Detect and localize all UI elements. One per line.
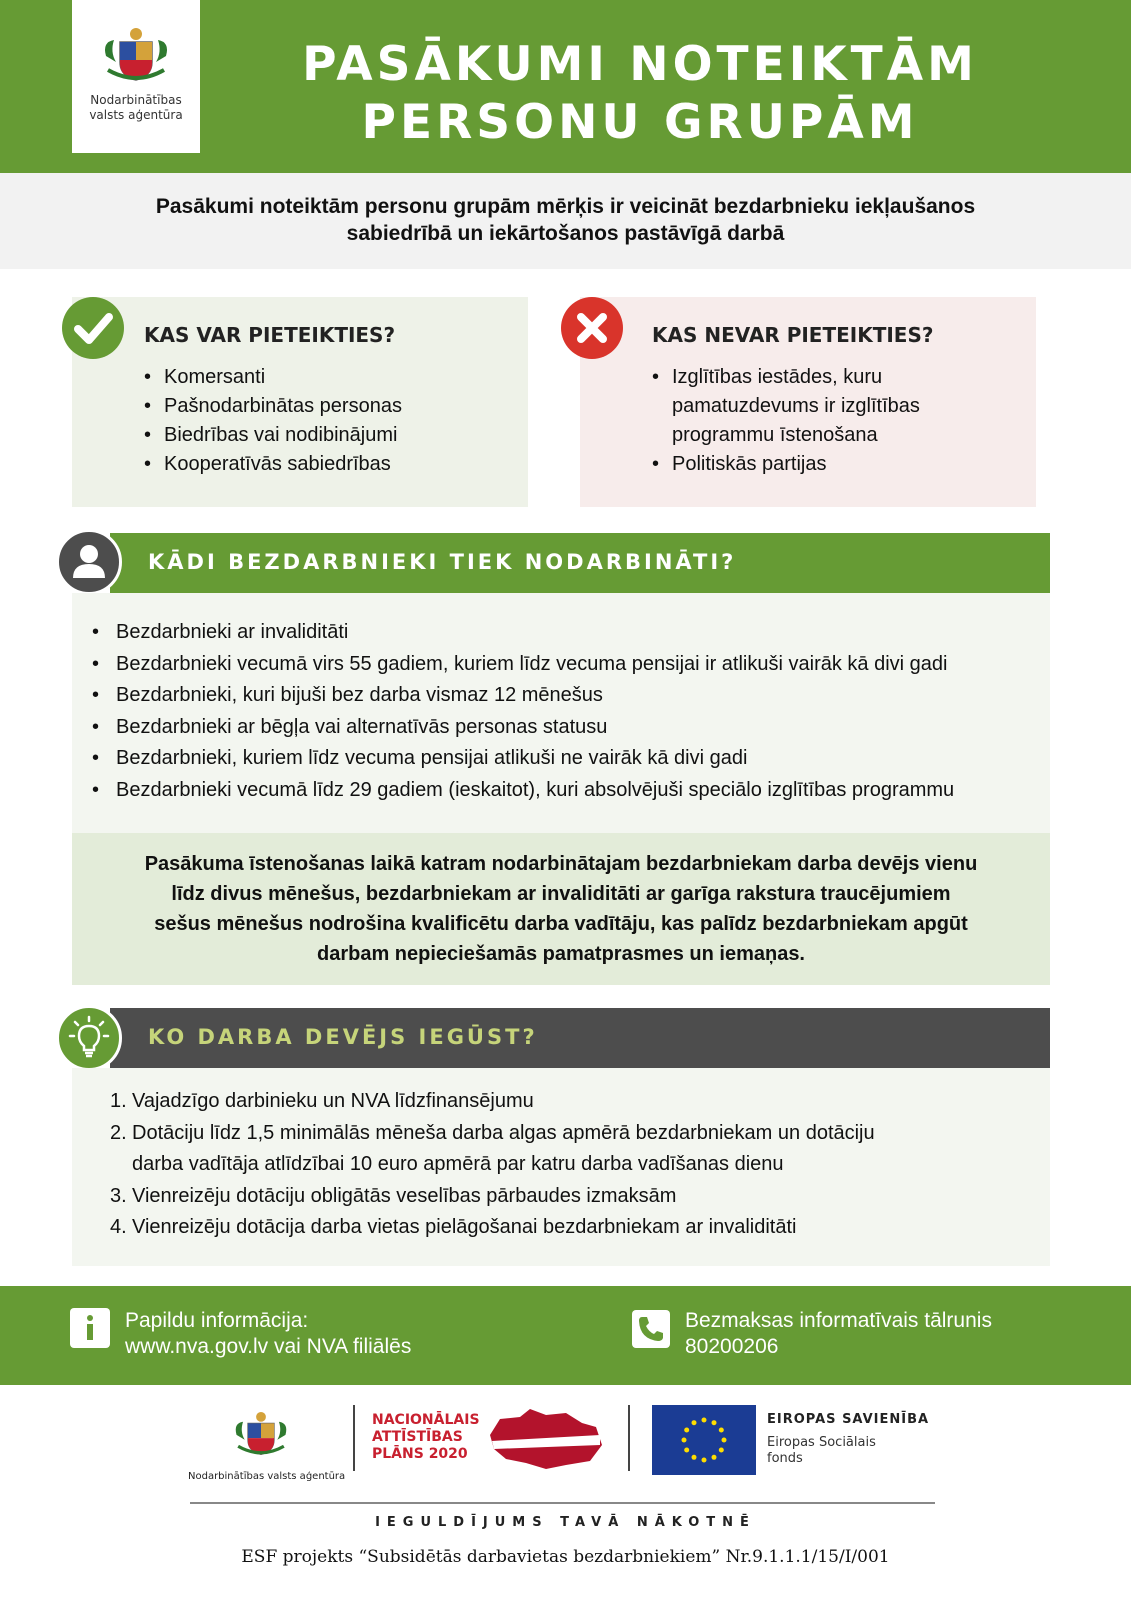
phone-icon [632, 1310, 670, 1348]
list-number: 4. [110, 1216, 127, 1238]
unemployed-section-heading: KĀDI BEZDARBNIEKI TIEK NODARBINĀTI? [148, 550, 737, 574]
intro-text [60, 193, 1071, 247]
who-can-apply-heading: KAS VAR PIETEIKTIES? [144, 323, 396, 347]
list-number: 3. [110, 1184, 127, 1207]
page-title-line1: PASĀKUMI NOTEIKTĀM [302, 37, 978, 92]
eu-fund-line2: fonds [767, 1451, 803, 1466]
phone-number[interactable]: 80200206 [685, 1335, 779, 1358]
nap-line3: PLĀNS 2020 [372, 1446, 468, 1462]
checkmark-icon [62, 297, 124, 359]
who-can-apply-box [72, 297, 528, 507]
list-item-text: Vienreizēju dotāciju obligātās veselības pārbaudes izmaksām [132, 1184, 677, 1207]
eu-fund-line1: Eiropas Sociālais [767, 1435, 876, 1450]
list-number: 1. [110, 1090, 127, 1112]
unemployed-list-panel [72, 593, 1050, 833]
list-item: • Bezdarbnieki ar invaliditāti [92, 617, 954, 649]
list-number: 2. [110, 1121, 127, 1144]
list-item-text: Vajadzīgo darbinieku un NVA līdzfinansējumu [132, 1090, 534, 1112]
list-item-line: programmu īstenošana [672, 424, 878, 446]
who-can-apply-list [144, 363, 402, 479]
list-item: • Bezdarbnieki vecumā līdz 29 gadiem (ieskaitot), kuri absolvējuši speciālo izglītības programmu [92, 775, 954, 807]
logo-caption-line1: Nodarbinātības [90, 93, 182, 107]
coat-of-arms-icon [98, 26, 174, 84]
nap-line2: ATTĪSTĪBAS [372, 1429, 463, 1445]
list-item: • Politiskās partijas [652, 450, 920, 479]
slogan: IEGULDĪJUMS TAVĀ NĀKOTNĒ [375, 1515, 756, 1530]
benefits-list-panel [72, 1068, 1050, 1266]
supervisor-note-text [102, 849, 1020, 969]
project-reference: ESF projekts “Subsidētās darbavietas bezdarbniekiem” Nr.9.1.1.1/15/I/001 [241, 1547, 890, 1567]
list-item: • Biedrības vai nodibinājumi [144, 421, 402, 450]
list-item-line: pamatuzdevums ir izglītības [672, 395, 920, 417]
lightbulb-icon [56, 1005, 122, 1071]
benefits-list [110, 1086, 875, 1244]
divider [190, 1502, 935, 1504]
phone-text [685, 1308, 992, 1360]
note-line: darbam nepieciešamās pamatprasmes un iemaņas. [316, 943, 805, 965]
list-item: • Bezdarbnieki, kuri bijuši bez darba vismaz 12 mēnešus [92, 680, 954, 712]
divider [353, 1405, 355, 1471]
logos-footer [0, 1385, 1131, 1600]
list-item [110, 1212, 875, 1244]
eu-title: EIROPAS SAVIENĪBA [767, 1412, 930, 1427]
who-cannot-apply-list [652, 363, 920, 479]
list-item: • Bezdarbnieki ar bēgļa vai alternatīvās personas statusu [92, 712, 954, 744]
list-item: • Bezdarbnieki, kuriem līdz vecuma pensijai atlikuši ne vairāk kā divi gadi [92, 743, 954, 775]
info-line1: Papildu informācija: [125, 1309, 309, 1332]
list-item [110, 1181, 875, 1213]
list-item: • Bezdarbnieki vecumā virs 55 gadiem, kuriem līdz vecuma pensijai ir atlikuši vairāk kā divi gadi [92, 649, 954, 681]
list-item-line: • Izglītības iestādes, kuru [672, 366, 883, 388]
eu-flag-icon [652, 1405, 756, 1475]
coat-of-arms-icon [230, 1403, 292, 1465]
nva-logo-caption: Nodarbinātības valsts aģentūra [188, 1471, 346, 1482]
list-item: • Kooperatīvās sabiedrības [144, 450, 402, 479]
supervisor-note-panel [72, 833, 1050, 985]
logo-caption-line2: valsts aģentūra [89, 108, 183, 122]
person-icon [56, 529, 122, 595]
phone-label: Bezmaksas informatīvais tālrunis [685, 1309, 992, 1332]
page-title [240, 36, 1040, 152]
info-icon [70, 1308, 110, 1348]
page-title-line2: PERSONU GRUPĀM [361, 95, 919, 150]
list-item-text: Vienreizēju dotācija darba vietas pielāgošanai bezdarbniekam ar invaliditāti [132, 1216, 797, 1238]
list-item-line: Dotāciju līdz 1,5 minimālās mēneša darba algas apmērā bezdarbniekam un dotāciju [132, 1121, 875, 1144]
note-line: līdz divus mēnešus, bezdarbniekam ar invaliditāti ar garīga rakstura traucējumiem [171, 883, 951, 905]
header-band [0, 0, 1131, 173]
who-cannot-apply-box [580, 297, 1036, 507]
info-link[interactable]: www.nva.gov.lv vai NVA filiālēs [125, 1335, 412, 1358]
unemployed-section-bar [110, 533, 1050, 593]
nva-logo [72, 0, 200, 153]
list-item [110, 1118, 875, 1181]
divider [628, 1405, 630, 1471]
list-item: • Pašnodarbinātas personas [144, 392, 402, 421]
contact-band [0, 1286, 1131, 1385]
benefits-section-heading: KO DARBA DEVĒJS IEGŪST? [148, 1025, 538, 1049]
list-item [652, 363, 920, 450]
intro-band [0, 173, 1131, 269]
note-line: sešus mēnešus nodrošina kvalificētu darba vadītāju, kas palīdz bezdarbniekam apgūt [154, 913, 968, 935]
eu-fund-text [767, 1435, 876, 1467]
who-cannot-apply-heading: KAS NEVAR PIETEIKTIES? [652, 323, 934, 347]
list-item [110, 1086, 875, 1118]
nap-logo-text [372, 1412, 480, 1463]
list-item: • Komersanti [144, 363, 402, 392]
benefits-section-bar [110, 1008, 1050, 1068]
logo-caption [72, 93, 200, 123]
intro-line1: Pasākumi noteiktām personu grupām mērķis ir veicināt bezdarbnieku iekļaušanos [155, 195, 976, 218]
cross-icon [561, 297, 623, 359]
unemployed-list [92, 617, 954, 806]
info-text [125, 1308, 411, 1360]
note-line: Pasākuma īstenošanas laikā katram nodarbinātajam bezdarbniekam darba devējs vienu [144, 853, 978, 875]
nap-line1: NACIONĀLAIS [372, 1412, 480, 1428]
intro-line2: sabiedrībā un iekārtošanos pastāvīgā darbā [346, 222, 785, 245]
latvia-map-icon [486, 1405, 606, 1473]
list-item-line: darba vadītāja atlīdzībai 10 euro apmērā par katru darba vadīšanas dienu [132, 1153, 784, 1175]
